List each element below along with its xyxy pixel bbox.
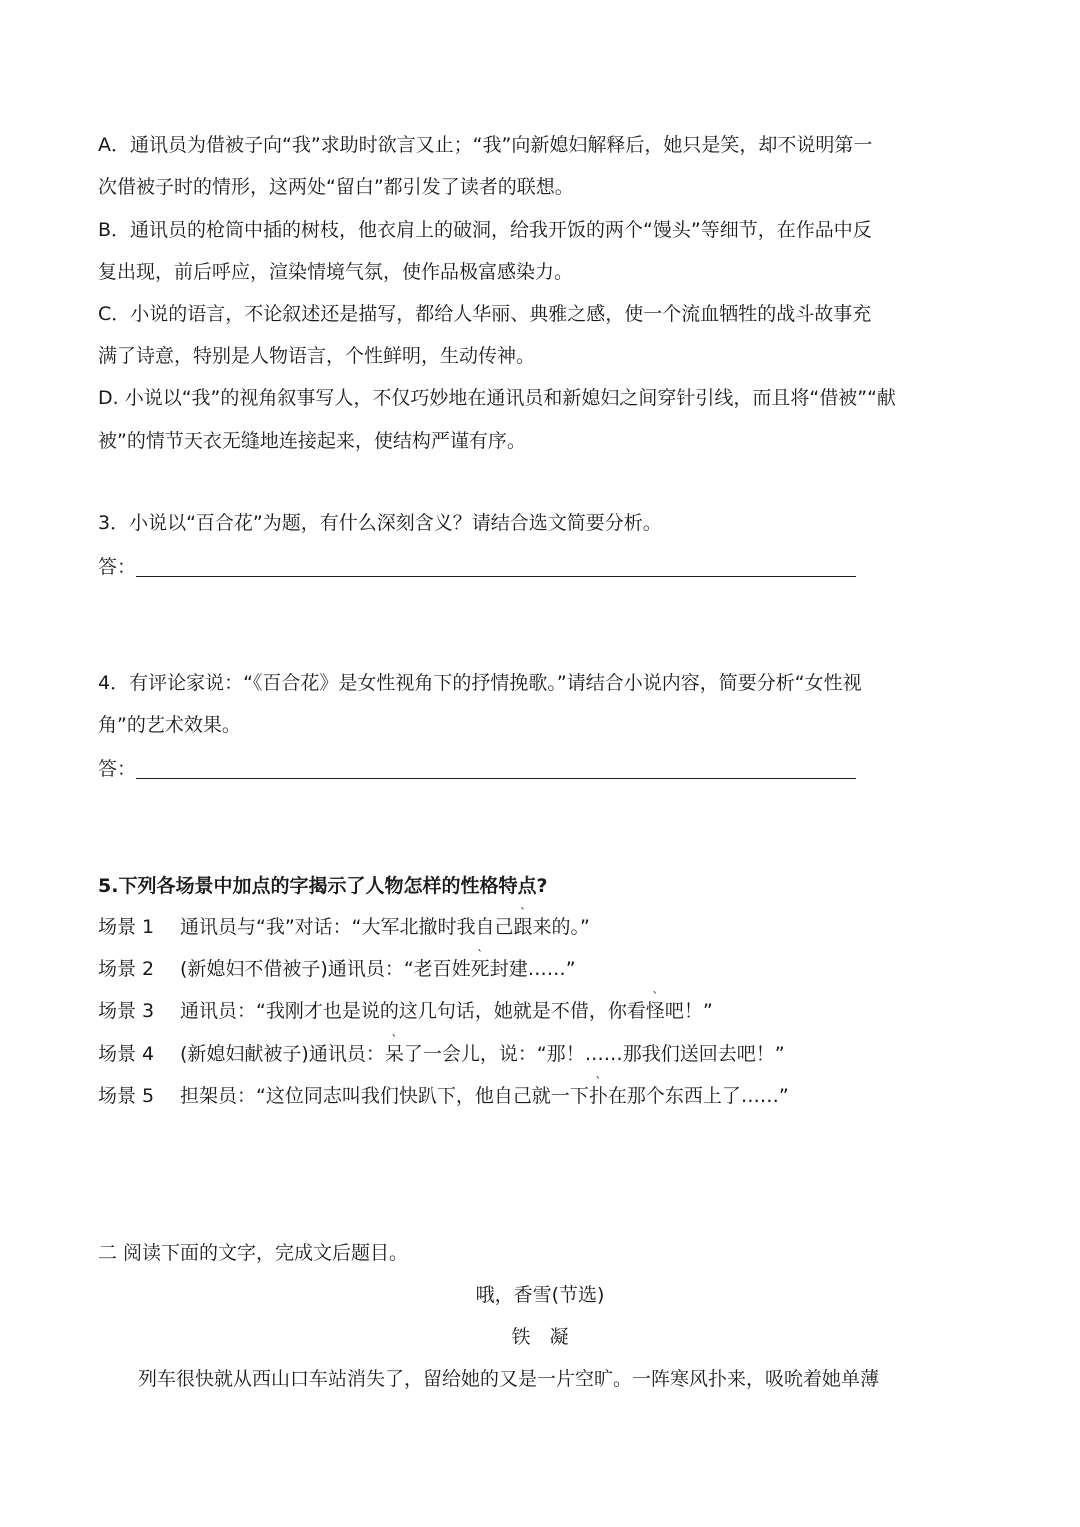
q2-option-c-line2: 满了诗意，特别是人物语言，个性鲜明，生动传神。 (98, 345, 536, 367)
scene-5 (98, 1087, 789, 1106)
q4-answer-label: 答： (98, 758, 137, 780)
scene-text-post: 吧！” (664, 1000, 713, 1022)
scene-1 (98, 918, 590, 937)
scene-label: 场景 5 (98, 1085, 155, 1107)
q3-answer-line (98, 556, 856, 577)
scene-label: 场景 4 (98, 1043, 155, 1065)
passage-title: 哦，香雪(节选) (475, 1284, 605, 1306)
scene-text-pre: 通讯员与“我”对话：“大军北撤时我自己 (180, 916, 514, 938)
q2-option-b-line2: 复出现，前后呼应，渲染情境气氛，使作品极富感染力。 (98, 261, 574, 283)
q3-question: 3．小说以“百合花”为题，有什么深刻含义？请结合选文简要分析。 (98, 512, 662, 534)
dotted-char: ` 死 (471, 958, 490, 980)
q3-answer-blank[interactable] (136, 556, 856, 577)
q2-option-a-line1: A．通讯员为借被子向“我”求助时欲言又止；“我”向新媳妇解释后，她只是笑，却不说明第一 (98, 134, 873, 156)
scene-text-post: 了一会儿，说：“那！……那我们送回去吧！” (403, 1043, 785, 1065)
q4-answer-blank[interactable] (136, 758, 856, 779)
scene-text-pre: (新媳妇不借被子)通讯员：“老百姓 (180, 958, 471, 980)
q4-question-line1: 4．有评论家说：“《百合花》是女性视角下的抒情挽歌。”请结合小说内容，简要分析“女性视 (98, 672, 862, 694)
section2-heading: 二 阅读下面的文字，完成文后题目。 (98, 1242, 409, 1264)
passage-author: 铁 凝 (511, 1326, 569, 1348)
scene-text-pre: (新媳妇献被子)通讯员： (180, 1043, 385, 1065)
dotted-char: ` 跟 (514, 916, 533, 938)
scene-label: 场景 1 (98, 916, 155, 938)
q2-option-a-line2: 次借被子时的情形，这两处“留白”都引发了读者的联想。 (98, 176, 574, 198)
scene-text-pre: 担架员：“这位同志叫我们快趴下，他自己就一下 (180, 1085, 589, 1107)
q4-question-line2: 角”的艺术效果。 (98, 714, 241, 736)
dotted-char: ` 怪 (646, 1000, 665, 1022)
scene-text-post: 来的。” (532, 916, 590, 938)
q2-option-c-line1: C．小说的语言，不论叙述还是描写，都给人华丽、典雅之感，使一个流血牺牲的战斗故事充 (98, 303, 872, 325)
dotted-char: ` 呆 (385, 1043, 404, 1065)
passage-first-line: 列车很快就从西山口车站消失了，留给她的又是一片空旷。一阵寒风扑来，吸吮着她单薄 (138, 1368, 880, 1390)
scene-4 (98, 1045, 785, 1064)
q2-option-d-line1: D. 小说以“我”的视角叙事写人，不仅巧妙地在通讯员和新媳妇之间穿针引线，而且将“借被”“献 (98, 387, 896, 409)
q2-option-d-line2: 被”的情节天衣无缝地连接起来，使结构严谨有序。 (98, 430, 526, 452)
q4-answer-line (98, 758, 856, 779)
q3-answer-label: 答： (98, 556, 137, 578)
dotted-char: ` 扑 (589, 1085, 608, 1107)
q2-option-b-line1: B．通讯员的枪筒中插的树枝，他衣肩上的破洞，给我开饭的两个“馒头”等细节，在作品中反 (98, 219, 872, 241)
scene-label: 场景 3 (98, 1000, 155, 1022)
scene-label: 场景 2 (98, 958, 155, 980)
scene-text-post: 封建……” (489, 958, 576, 980)
scene-3 (98, 1002, 713, 1021)
scene-text-pre: 通讯员：“我刚才也是说的这几句话，她就是不借，你看 (180, 1000, 646, 1022)
scene-text-post: 在那个东西上了……” (607, 1085, 789, 1107)
q5-question: 5.下列各场景中加点的字揭示了人物怎样的性格特点? (98, 875, 548, 897)
scene-2 (98, 960, 576, 979)
